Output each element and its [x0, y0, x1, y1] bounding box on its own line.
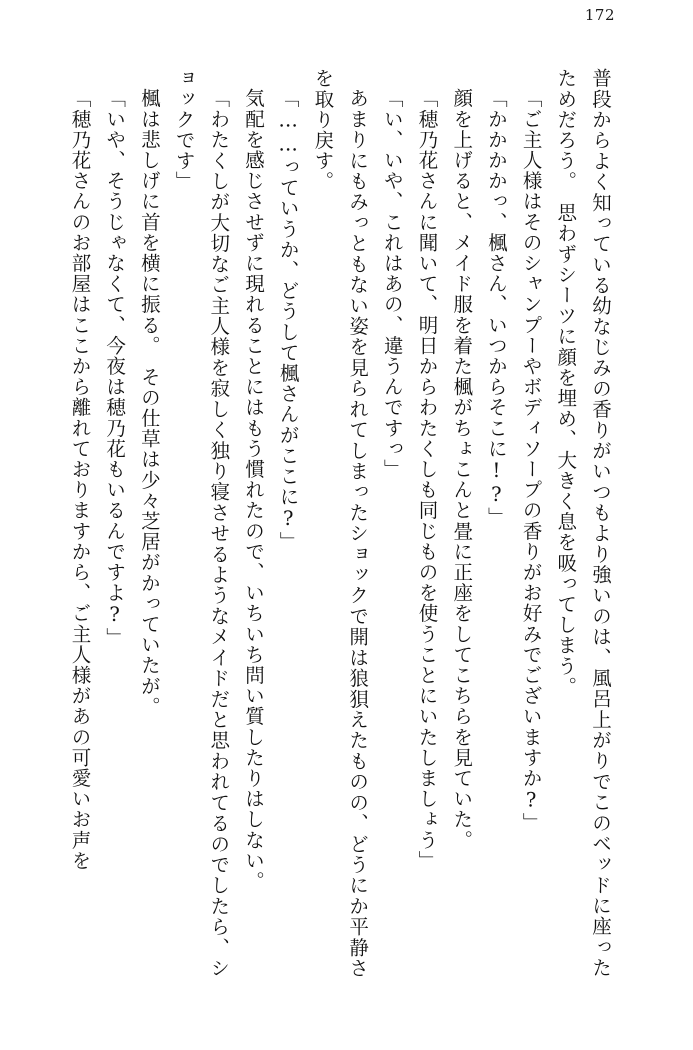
paragraph: 「いや、そうじゃなくて、今夜は穂乃花もいるんですよ?」	[103, 87, 127, 648]
paragraph: 楓は悲しげに首を横に振る。 その仕草は少々芝居がかっていたが。	[137, 87, 161, 717]
page-number: 172	[584, 6, 615, 24]
paragraph: 「わたくしが大切なご主人様を寂しく独り寝させるようなメイドだと思われてるのでしたら、ショックです」	[172, 68, 231, 978]
paragraph: 「……っていうか、どうして楓さんがここに?」	[276, 87, 300, 552]
paragraph: 「い、いや、これはあの、違うんですっ」	[380, 87, 404, 479]
paragraph: 普段からよく知っている幼なじみの香りがいつもより強いのは、風呂上がりでこのベッドに座ったためだろう。 思わずシーツに顔を埋め、大きく息を吸ってしまう。	[554, 68, 612, 978]
paragraph: 顔を上げると、メイド服を着た楓がちょこんと畳に正座をしてこちらを見ていた。	[450, 87, 474, 850]
paragraph: あまりにもみっともない姿を見られてしまったショックで開は狼狽えたものの、どうにか平静さを取り戻す。	[311, 68, 370, 978]
paragraph: 「ご主人様はそのシャンプーやボディソープの香りがお好みでございますか?」	[519, 87, 543, 833]
paragraph: 「穂乃花さんに聞いて、明日からわたくしも同じものを使うことにいたしましょう」	[415, 87, 439, 871]
paragraph: 「かかかかっ、楓さん、いつからそこに!?」	[484, 87, 508, 528]
page-text-body	[30, 68, 617, 978]
paragraph: 気配を感じさせずに現れることにはもう慣れたので、いちいち問い質したりはしない。	[241, 87, 265, 891]
paragraph: 「穂乃花さんのお部屋はここから離れておりますから、ご主人様があの可愛いお声を	[68, 87, 92, 871]
